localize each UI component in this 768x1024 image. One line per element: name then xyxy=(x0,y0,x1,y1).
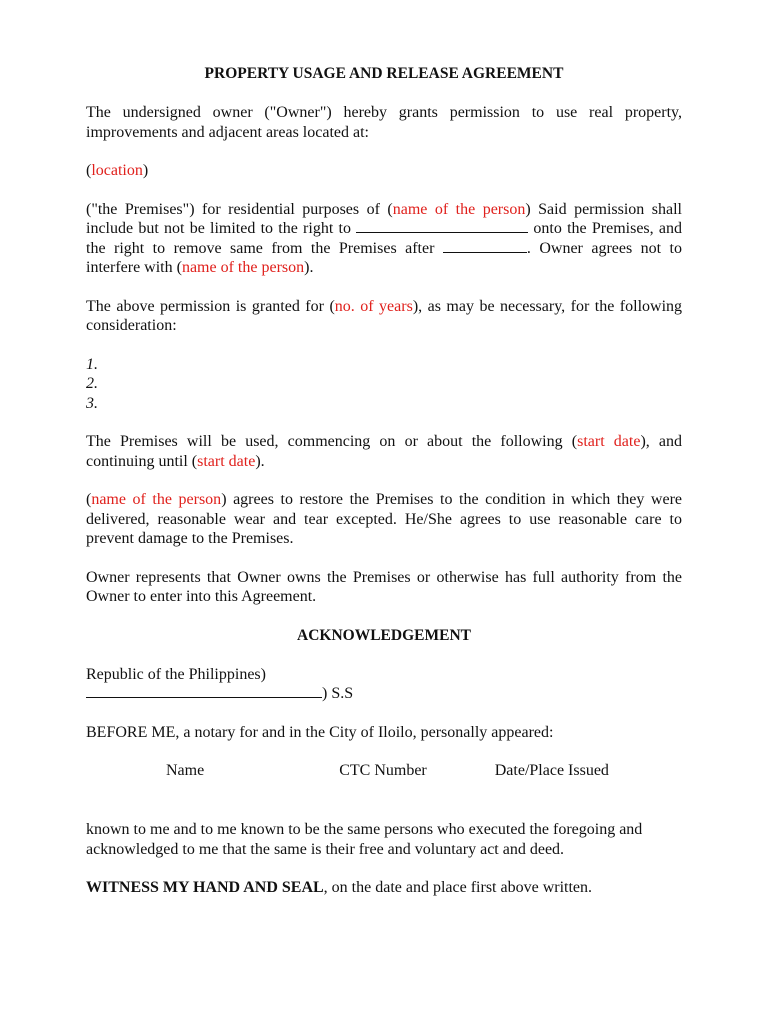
start-date-placeholder: start date xyxy=(577,433,641,450)
column-header: CTC Number xyxy=(339,762,427,779)
location-placeholder: location xyxy=(91,162,143,179)
dates-text-c: ). xyxy=(255,452,265,470)
dates-paragraph xyxy=(86,432,682,471)
premises-person-placeholder: name of the person xyxy=(392,200,526,218)
grant-paragraph: The undersigned owner ("Owner") hereby grants permission to use real property, improvements and adjacent areas located at: xyxy=(86,104,682,141)
premises-text-e: ). xyxy=(304,259,314,276)
before-me-paragraph: BEFORE ME, a notary for and in the City of Iloilo, personally appeared: xyxy=(86,723,554,741)
venue-line-1: Republic of the Philippines) xyxy=(86,665,266,683)
location-line xyxy=(86,161,682,181)
column-header: Name xyxy=(166,762,205,779)
witness-line xyxy=(86,878,682,898)
permission-text-a: The above permission is granted for ( xyxy=(86,297,335,315)
acknowledgement-heading: ACKNOWLEDGEMENT xyxy=(297,626,471,644)
known-paragraph: known to me and to me known to be the same persons who executed the foregoing and acknowledged to me that the same is their free and voluntary act and deed. xyxy=(86,821,643,858)
premises-paragraph xyxy=(86,200,682,278)
list-item: 3. xyxy=(86,394,98,412)
appearance-columns xyxy=(86,761,682,781)
premises-text-d: . Owner agrees not to interfere with ( xyxy=(86,239,682,276)
restore-person-placeholder: name of the person xyxy=(91,491,222,508)
premises-person-placeholder-2: name of the person xyxy=(181,259,305,276)
column-header: Date/Place Issued xyxy=(494,762,609,779)
consideration-list xyxy=(86,355,682,414)
venue-ss: ) S.S xyxy=(322,685,354,702)
premises-blank-2 xyxy=(443,239,527,253)
restore-open: ( xyxy=(86,491,92,508)
witness-bold: WITNESS MY HAND AND SEAL xyxy=(86,879,324,896)
list-item: 2. xyxy=(86,375,98,392)
dates-text-a: The Premises will be used, commencing on or about the following ( xyxy=(86,433,578,450)
witness-rest: , on the date and place first above written. xyxy=(323,879,593,896)
document-title: PROPERTY USAGE AND RELEASE AGREEMENT xyxy=(204,65,564,82)
restore-paragraph xyxy=(86,490,682,549)
location-close: ) xyxy=(142,162,149,179)
permission-paragraph xyxy=(86,297,682,336)
premises-blank-1 xyxy=(356,219,528,233)
premises-text-b: ) Said permission shall include but not be limited to the right to xyxy=(86,200,682,237)
venue-line-2 xyxy=(86,684,682,704)
premises-text-a: ("the Premises") for residential purposes of ( xyxy=(86,200,393,218)
premises-text-c: onto the Premises, and the right to remove same from the Premises after xyxy=(86,220,682,257)
location-open: ( xyxy=(86,162,92,179)
owner-represents-paragraph: Owner represents that Owner owns the Premises or otherwise has full authority from the Owner to enter into this Agreement. xyxy=(86,568,682,605)
permission-text-b: ), as may be necessary, for the following consideration: xyxy=(86,297,683,334)
restore-text: ) agrees to restore the Premises to the condition in which they were delivered, reasonable wear and tear excepted. He/She agrees to use reasonable care to prevent damage to the Premises. xyxy=(86,491,682,547)
years-placeholder: no. of years xyxy=(334,297,413,315)
venue-blank xyxy=(86,684,322,698)
dates-text-b: ), and continuing until ( xyxy=(86,433,683,470)
end-date-placeholder: start date xyxy=(197,452,256,470)
document-page xyxy=(86,64,682,898)
list-item: 1. xyxy=(86,355,98,373)
